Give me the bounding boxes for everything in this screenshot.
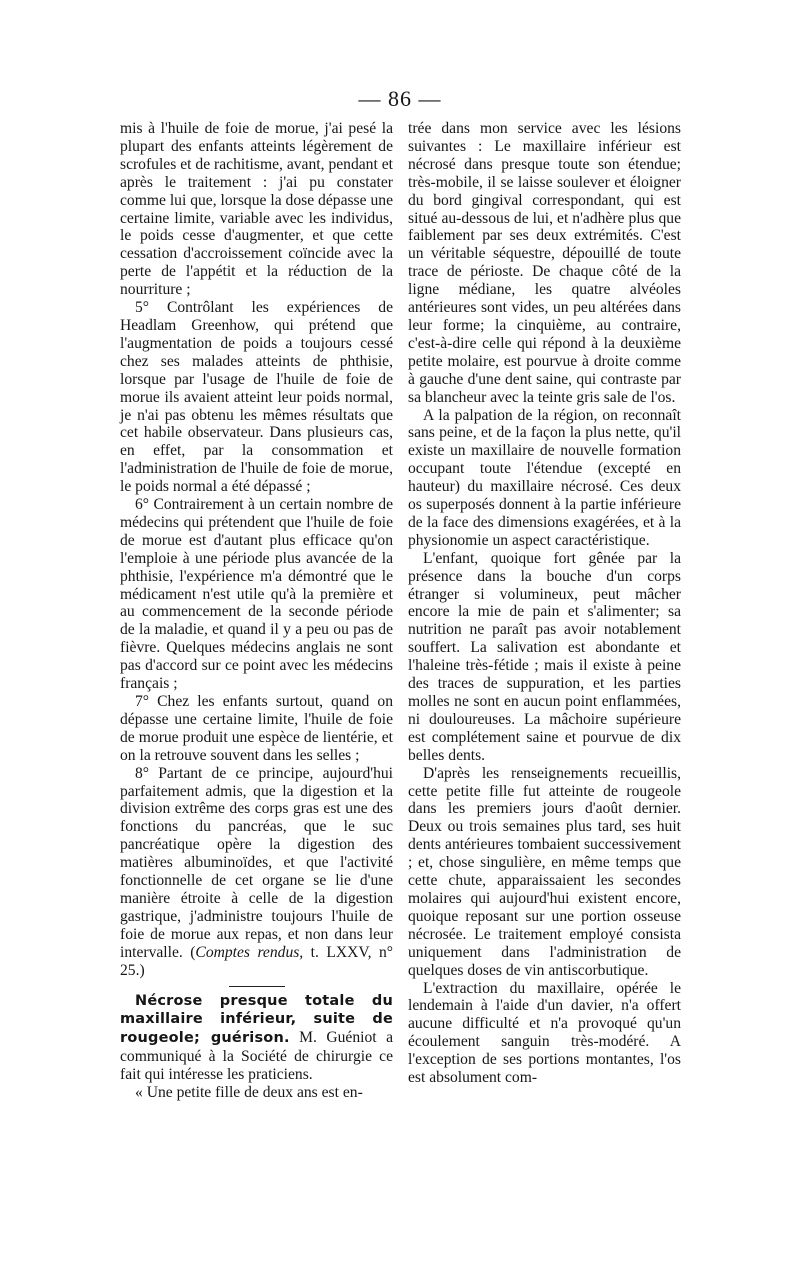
left-column [120,120,393,1102]
paragraph: 5° Contrôlant les expériences de Headlam Greenhow, qui prétend que l'augmentation de poids a toujours cessé chez ses malades atteints de phthisie, lorsque par l'usage de l'huile de foie de morue ils avaient atteint leur poids normal, je n'ai pas obtenu les mêmes résultats que cet habile observateur. Dans plusieurs cas, en effet, par la consommation et l'administration de l'huile de foie de morue, le poids normal a été dépassé ; [120,299,393,496]
citation-reference: t. LXXV, n° 25.) [120,943,394,979]
paragraph: trée dans mon service avec les lésions suivantes : Le maxillaire inférieur est nécrosé dans presque toute son étendue; très-mobile, il se laisse soulever et éloigner du bord gingival correspondant, qui est situé au-dessous de lui, et n'adhère plus que faiblement par ses deux extrémités. C'est un véritable séquestre, dépouillé de toute trace de périoste. De chaque côté de la ligne médiane, les quatre alvéoles antérieures sont vides, un peu altérées dans leur forme; la cinquième, au contraire, c'est-à-dire celle qui répond à la deuxième petite molaire, est pourvue à droite comme à gauche d'une dent saine, qui contraste par sa blancheur avec la teinte gris sale de l'os. [408,120,681,406]
article-heading-paragraph [120,992,393,1085]
page-number: — 86 — [358,86,442,111]
paragraph: mis à l'huile de foie de morue, j'ai pesé la plupart des enfants atteints légèrement de scrofules et de rachitisme, avant, pendant et après le traitement : j'ai pu constater comme lui que, lorsque la dose dépasse une certaine limite, variable avec les individus, le poids cesse d'augmenter, et que cette cessation d'accroissement coïncide avec la perte de l'appétit et la réduction de la nourriture ; [120,120,393,299]
paragraph: 7° Chez les enfants surtout, quand on dépasse une certaine limite, l'huile de foie de morue produit une espèce de lientérie, et on la retrouve souvent dans les selles ; [120,693,393,764]
right-column [408,120,681,1087]
paragraph: « Une petite fille de deux ans est en- [135,1084,363,1102]
paragraph: 6° Contrairement à un certain nombre de médecins qui prétendent que l'huile de foie de morue est d'autant plus efficace qu'on l'emploie à une période plus avancée de la phthisie, l'expérience m'a démontré que le médicament n'est utile qu'à la première et au commencement de la seconde période de la maladie, et quand il y a peu ou pas de fièvre. Quelques médecins anglais ne sont pas d'accord sur ce point avec les médecins français ; [120,496,393,693]
paragraph-text: 8° Partant de ce principe, aujourd'hui parfaitement admis, que la digestion et la division extrême des corps gras est une des fonctions du pancréas, que le suc pancréatique opère la digestion des matières albuminoïdes, et que l'activité fonctionnelle de cet organe se lie d'une manière étroite à celle de la digestion gastrique, j'administre toujours l'huile de foie de morue aux repas, et non dans leur intervalle. ( [120,764,393,961]
article-title: Nécrose presque totale du maxillaire inférieur, suite de rougeole; guérison. [120,992,393,1047]
citation-title: Comptes rendus, [195,943,304,961]
paragraph: D'après les renseignements recueillis, cette petite fille fut atteinte de rougeole dans les premiers jours d'août dernier. Deux ou trois semaines plus tard, ses huit dents antérieures tombaient successivement ; et, chose singulière, en même temps que cette chute, apparaissaient les secondes molaires qui aujourd'hui existent encore, quoique reposant sur une portion osseuse nécrosée. Le traitement employé consista uniquement dans l'administration de quelques doses de vin antiscorbutique. [408,764,681,979]
paragraph: A la palpation de la région, on reconnaît sans peine, et de la façon la plus nette, qu'il existe un maxillaire de nouvelle formation occupant toute l'étendue (excepté en hauteur) du maxillaire nécrosé. Ces deux os superposés donnent à la partie inférieure de la face des dimensions exagérées, et à la physionomie un aspect caractéristique. [408,406,681,549]
paragraph: L'extraction du maxillaire, opérée le lendemain à l'aide d'un davier, n'a offert aucune difficulté et n'a provoqué qu'un écoulement sanguin très-modéré. A l'exception de ses portions montantes, l'os est absolument com- [408,979,681,1087]
article-intro: M. Guéniot a communiqué à la Société de chirurgie ce fait qui intéresse les praticiens. [120,1029,393,1084]
paragraph [120,765,393,980]
paragraph: L'enfant, quoique fort gênée par la présence dans la bouche d'un corps étranger si volumineux, peut mâcher encore la mie de pain et s'alimenter; sa nutrition ne paraît pas avoir notablement souffert. La salivation est abondante et l'haleine très-fétide ; mais il existe à peine des traces de suppuration, et les parties molles ne sont en aucun point enflammées, ni douloureuses. La mâchoire supérieure est complétement saine et pourvue de dix belles dents. [408,549,681,764]
section-divider [229,986,285,987]
